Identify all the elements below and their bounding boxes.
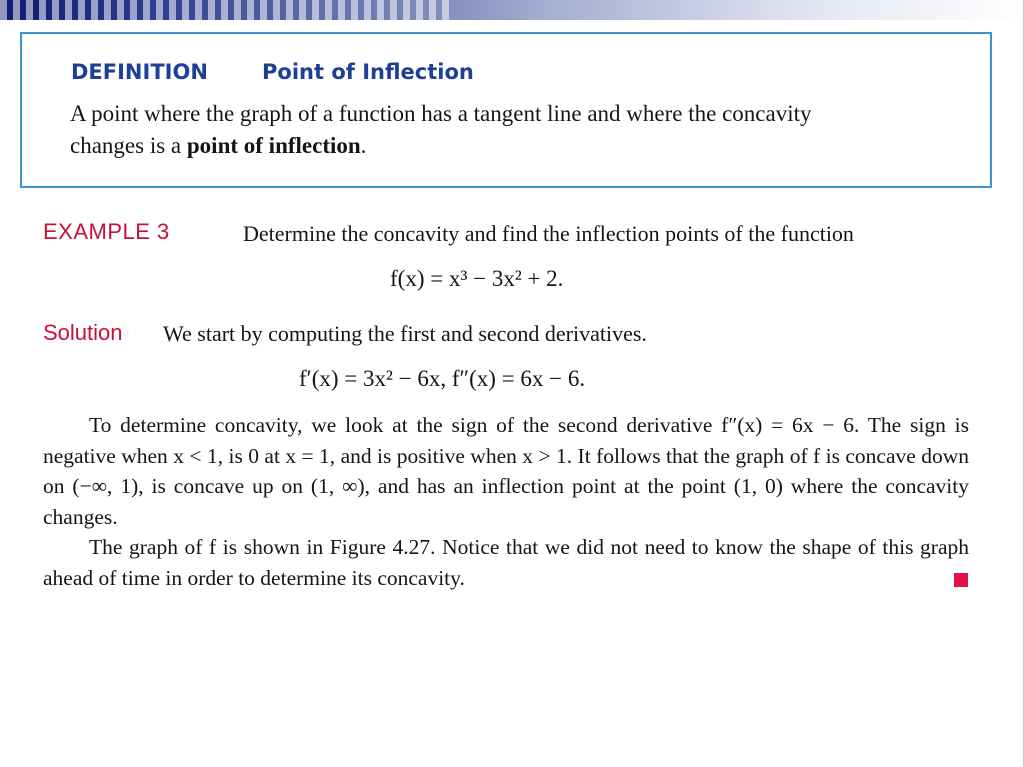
definition-line-2 <box>70 130 970 162</box>
solution-label: Solution <box>43 320 123 345</box>
title-bar-gradient <box>0 0 1024 20</box>
title-bar-pattern <box>0 0 449 20</box>
definition-text <box>70 98 970 162</box>
definition-line-2-start: changes is a <box>70 133 187 158</box>
definition-line-2-end: . <box>360 133 367 158</box>
paragraph-concavity: To determine concavity, we look at the sign of the second derivative f″(x) = 6x − 6. The sign is negative when x < 1, is 0 at x = 1, and is positive when x > 1. It follows that the graph of f is concave down on (−∞, 1), is concave up on (1, ∞), and has an inflection point at the point (1, 0) where the concavity changes. <box>43 413 969 529</box>
derivatives-equation: f′(x) = 3x² − 6x, f″(x) = 6x − 6. <box>299 366 586 391</box>
solution-body <box>43 410 969 593</box>
definition-line-1: A point where the graph of a function has a tangent line and where the concavity <box>70 101 812 126</box>
paragraph-graph: The graph of f is shown in Figure 4.27. Notice that we did not need to know the shape of this graph ahead of time in order to determine its concavity. <box>43 535 969 590</box>
solution-intro: We start by computing the first and second derivatives. <box>163 321 647 346</box>
example-prompt: Determine the concavity and find the inflection points of the function <box>243 221 854 246</box>
example-label: EXAMPLE 3 <box>43 219 170 244</box>
definition-term: point of inflection <box>186 133 361 158</box>
function-equation: f(x) = x³ − 3x² + 2. <box>390 266 564 291</box>
definition-keyword: DEFINITION <box>71 60 208 84</box>
end-of-solution-icon <box>954 573 968 587</box>
definition-box <box>20 32 992 188</box>
definition-title: Point of Inflection <box>262 60 474 84</box>
